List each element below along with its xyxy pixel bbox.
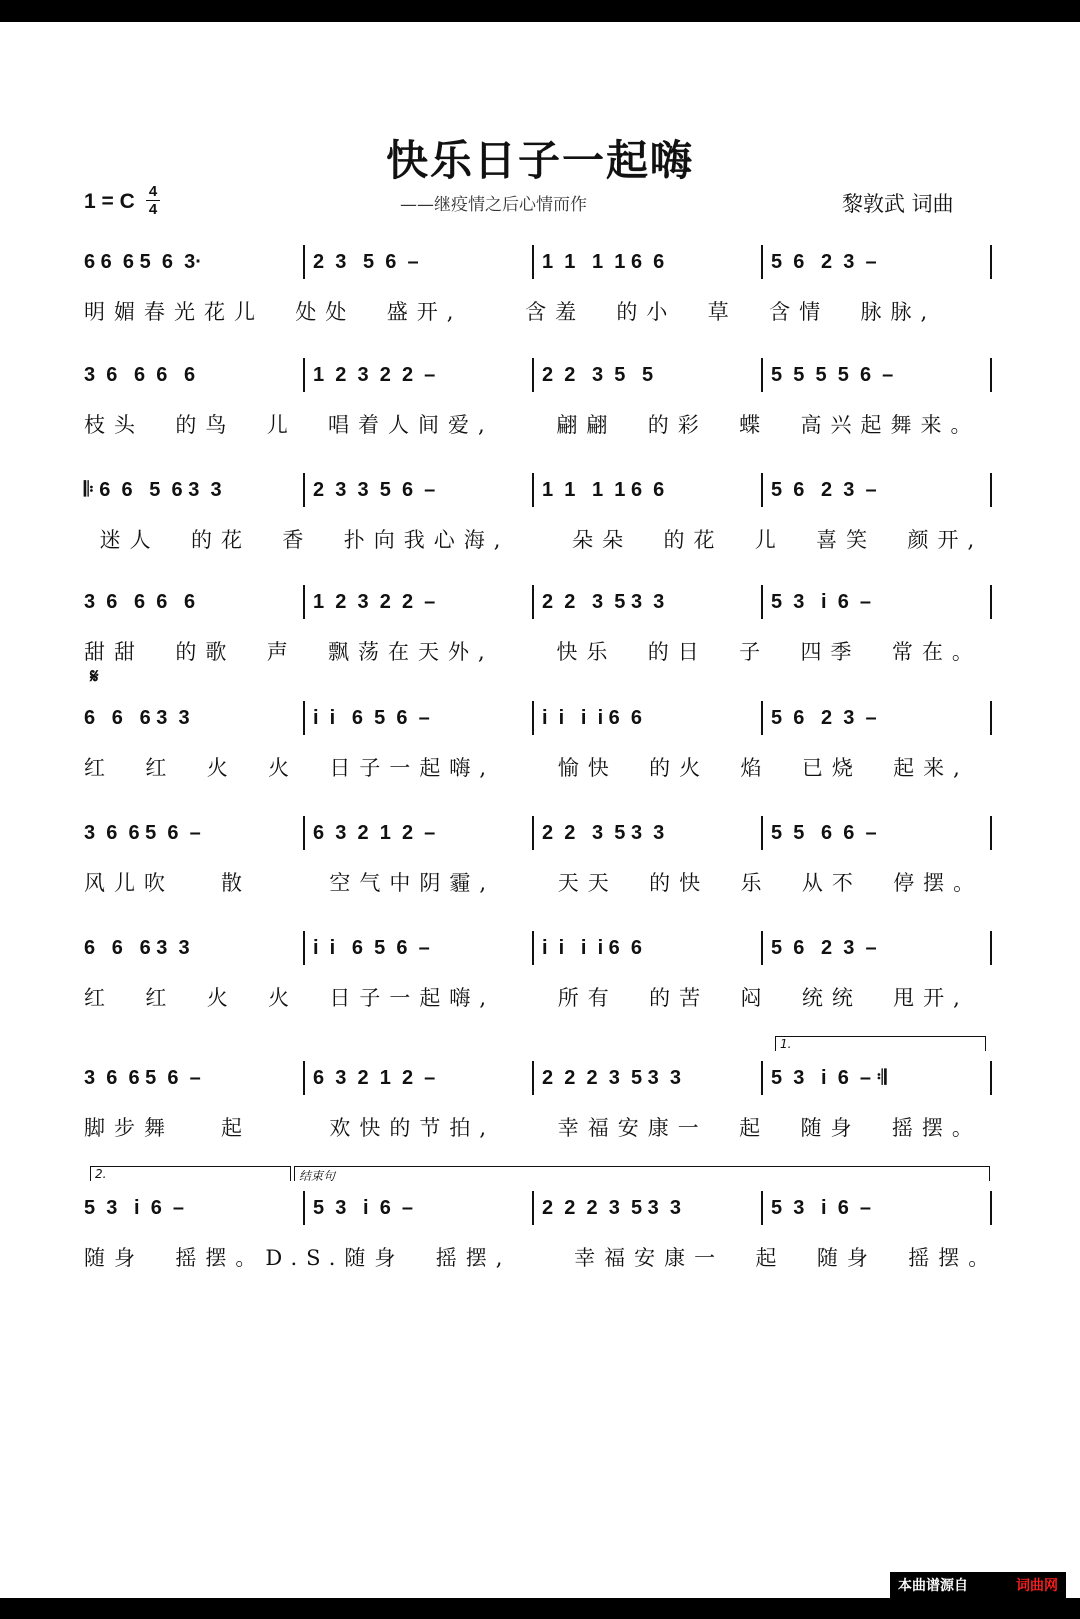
site-name: 词曲网 [1016, 1578, 1058, 1594]
barline [532, 245, 534, 279]
measure: 5 6 2 3 – [771, 936, 877, 959]
barline [990, 358, 992, 392]
measure: 3 6 6 6 6 [84, 363, 196, 386]
note-row [84, 232, 1000, 292]
measure: 𝄆 6 6 5 6 3 3 [84, 478, 222, 501]
barline [532, 701, 534, 735]
staff [84, 688, 1000, 782]
measure: 6 6 6 3 3 [84, 706, 190, 729]
note-row [84, 803, 1000, 863]
barline [303, 473, 305, 507]
staff [84, 572, 1000, 666]
barline [532, 1061, 534, 1095]
barline [761, 358, 763, 392]
measure: i i i i 6 6 [542, 706, 643, 729]
barline [990, 816, 992, 850]
lyric-row: 甜甜 的歌 声 飘荡在天外, 快乐 的日 子 四季 常在。 [84, 640, 982, 664]
top-border [0, 0, 1080, 22]
measure: 5 3 i 6 – [771, 1196, 872, 1219]
measure: 3 6 6 5 6 – [84, 821, 201, 844]
barline [303, 245, 305, 279]
ending-bracket: 结束句 [294, 1166, 990, 1181]
barline [532, 1191, 534, 1225]
measure: 1 2 3 2 2 – [313, 363, 436, 386]
barline [532, 585, 534, 619]
barline [761, 701, 763, 735]
barline [303, 1061, 305, 1095]
measure: 5 5 5 5 6 – [771, 363, 894, 386]
author-credit: 黎敦武 词曲 [842, 192, 954, 216]
note-row [84, 572, 1000, 632]
bottom-border [0, 1598, 1080, 1619]
barline [303, 931, 305, 965]
barline [532, 816, 534, 850]
barline [990, 1191, 992, 1225]
staff [84, 1178, 1000, 1272]
barline [990, 473, 992, 507]
measure: 2 2 2 3 5 3 3 [542, 1066, 681, 1089]
measure: 2 2 3 5 5 [542, 363, 654, 386]
barline [303, 816, 305, 850]
measure: 6 3 2 1 2 – [313, 821, 436, 844]
note-row [84, 1048, 1000, 1108]
note-row [84, 688, 1000, 748]
measure: 5 3 i 6 – 𝄇 [771, 1066, 887, 1089]
barline [761, 585, 763, 619]
barline [532, 931, 534, 965]
source-footer [890, 1572, 1066, 1598]
measure: 2 3 5 6 – [313, 250, 419, 273]
barline [761, 1191, 763, 1225]
barline [303, 1191, 305, 1225]
measure: 2 2 3 5 3 3 [542, 590, 665, 613]
barline [761, 245, 763, 279]
measure: 6 6 6 3 3 [84, 936, 190, 959]
segno-sign: 𝄋 [90, 664, 99, 688]
barline [532, 473, 534, 507]
note-row [84, 460, 1000, 520]
measure: 5 6 2 3 – [771, 706, 877, 729]
volta-1: 1. [775, 1036, 986, 1051]
lyric-row: 明媚春光花儿 处处 盛开, 含羞 的小 草 含情 脉脉, [84, 300, 937, 324]
measure: 6 3 2 1 2 – [313, 1066, 436, 1089]
barline [990, 245, 992, 279]
volta-2: 2. [90, 1166, 291, 1181]
staff [84, 345, 1000, 439]
measure: 5 3 i 6 – [313, 1196, 414, 1219]
measure: 5 6 2 3 – [771, 478, 877, 501]
measure: i i 6 5 6 – [313, 936, 430, 959]
subtitle: ——继疫情之后心情而作 [400, 195, 587, 215]
measure: 3 6 6 6 6 [84, 590, 196, 613]
barline [303, 701, 305, 735]
barline [303, 585, 305, 619]
measure: 5 6 2 3 – [771, 250, 877, 273]
lyric-row: 脚步舞 起 欢快的节拍, 幸福安康一 起 随身 摇摆。 [84, 1116, 982, 1140]
note-row [84, 1178, 1000, 1238]
barline [532, 358, 534, 392]
key-signature: 1 = C [84, 190, 135, 213]
lyric-row: 枝头 的鸟 儿 唱着人间爱, 翩翩 的彩 蝶 高兴起舞来。 [84, 413, 981, 437]
measure: i i i i 6 6 [542, 936, 643, 959]
measure: 5 5 6 6 – [771, 821, 877, 844]
lyric-row: 风儿吹 散 空气中阴霾, 天天 的快 乐 从不 停摆。 [84, 871, 984, 895]
measure: 2 2 2 3 5 3 3 [542, 1196, 681, 1219]
barline [990, 1061, 992, 1095]
measure: 1 1 1 1 6 6 [542, 250, 665, 273]
meter-numerator: 4 [148, 183, 158, 200]
lyric-row: 红 红 火 火 日子一起嗨, 所有 的苦 闷 统统 甩开, [84, 986, 969, 1010]
staff [84, 1048, 1000, 1142]
measure: 3 6 6 5 6 – [84, 1066, 201, 1089]
measure: 6 6 6 5 6 3· [84, 250, 202, 273]
barline [303, 358, 305, 392]
measure: 5 3 i 6 – [771, 590, 872, 613]
barline [761, 473, 763, 507]
barline [990, 931, 992, 965]
lyric-row: 迷人 的花 香 扑向我心海, 朵朵 的花 儿 喜笑 颜开, [84, 528, 984, 552]
barline [990, 701, 992, 735]
source-label: 本曲谱源自 [898, 1578, 968, 1594]
barline [761, 816, 763, 850]
note-row [84, 345, 1000, 405]
page-title: 快乐日子一起嗨 [385, 136, 694, 185]
measure: i i 6 5 6 – [313, 706, 430, 729]
measure: 5 3 i 6 – [84, 1196, 185, 1219]
barline [761, 931, 763, 965]
staff [84, 918, 1000, 1012]
staff [84, 460, 1000, 554]
note-row [84, 918, 1000, 978]
time-signature [146, 184, 160, 217]
measure: 1 1 1 1 6 6 [542, 478, 665, 501]
staff [84, 803, 1000, 897]
staff [84, 232, 1000, 326]
lyric-row: 红 红 火 火 日子一起嗨, 愉快 的火 焰 已烧 起来, [84, 756, 969, 780]
measure: 1 2 3 2 2 – [313, 590, 436, 613]
barline [990, 585, 992, 619]
measure: 2 3 3 5 6 – [313, 478, 436, 501]
barline [761, 1061, 763, 1095]
lyric-row: 随身 摇摆。D.S.随身 摇摆, 幸福安康一 起 随身 摇摆。 [84, 1246, 999, 1270]
measure: 2 2 3 5 3 3 [542, 821, 665, 844]
meter-denominator: 4 [148, 201, 158, 218]
